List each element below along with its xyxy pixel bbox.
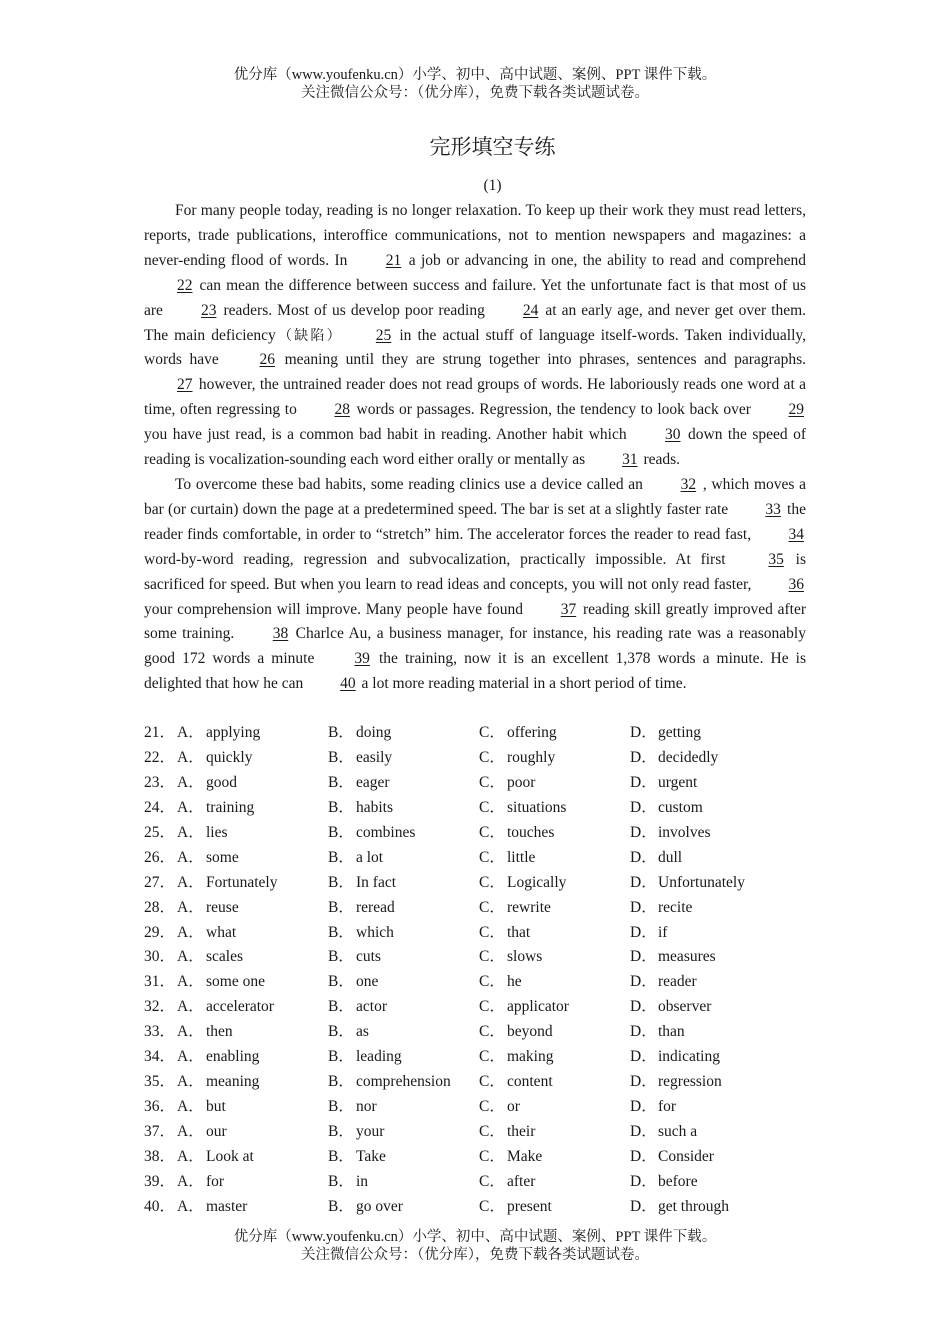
option-a: our (206, 1123, 227, 1140)
blank-22: 22 (177, 276, 193, 294)
option-letter-b: B． (328, 1172, 354, 1190)
option-letter-b: B． (328, 724, 354, 741)
option-a: but (206, 1098, 226, 1116)
option-a: quickly (206, 748, 253, 766)
option-row (144, 921, 844, 946)
question-number: 27． (144, 873, 176, 891)
option-b: one (356, 973, 379, 991)
blank-37: 37 (560, 600, 577, 618)
option-letter-d: D． (630, 923, 657, 941)
question-number: 36． (144, 1098, 176, 1116)
option-a: scales (206, 948, 244, 966)
blank-39: 39 (354, 650, 370, 668)
passage-text: Charlce Au, a business manager, for instance, his reading rate was a reasonably good 172 words a minute (144, 625, 806, 668)
option-letter-b: B． (328, 873, 354, 891)
question-number: 35． (144, 1073, 176, 1091)
option-b: go over (356, 1197, 403, 1215)
option-letter-c: C． (479, 823, 505, 841)
option-d: decidedly (658, 748, 719, 766)
blank-25: 25 (375, 326, 392, 344)
option-letter-d: D． (630, 724, 657, 741)
option-row (144, 771, 844, 796)
blank-33: 33 (765, 500, 781, 518)
passage-text: a job or advancing in one, the ability to read and comprehend (403, 251, 807, 269)
option-letter-b: B． (328, 1073, 354, 1091)
option-letter-d: D． (630, 823, 657, 841)
option-row (144, 721, 844, 746)
option-letter-a: A． (177, 1023, 204, 1041)
option-b: combines (356, 823, 416, 841)
option-row (144, 945, 844, 970)
option-letter-a: A． (177, 1098, 204, 1116)
option-letter-d: D． (630, 973, 657, 991)
option-a: some (206, 848, 239, 866)
option-letter-a: A． (177, 923, 204, 941)
option-letter-c: C． (479, 748, 505, 766)
answer-options (144, 721, 844, 1220)
option-d: regression (658, 1073, 722, 1091)
passage-text: your comprehension will improve. Many people have found (144, 600, 528, 618)
option-letter-c: C． (479, 1023, 505, 1041)
option-b: reread (356, 898, 395, 916)
option-letter-c: C． (479, 724, 505, 741)
passage-text: down the speed of reading is vocalization-sounding each word either orally or mentally as (144, 426, 806, 469)
option-row (144, 746, 844, 771)
page-header (0, 66, 950, 102)
passage-text: is sacrificed for speed. But when you learn to read ideas and concepts, you will not only read faster, (144, 550, 806, 593)
option-row (144, 970, 844, 995)
option-b: doing (356, 724, 392, 741)
option-a: applying (206, 724, 261, 741)
blank-30: 30 (665, 426, 681, 444)
question-number: 40． (144, 1197, 176, 1215)
question-number: 24． (144, 798, 176, 816)
question-number: 25． (144, 823, 176, 841)
question-number: 22． (144, 748, 176, 766)
option-row (144, 1120, 844, 1145)
option-b: eager (356, 773, 390, 791)
option-letter-b: B． (328, 973, 354, 991)
option-letter-b: B． (328, 1197, 354, 1215)
option-letter-b: B． (328, 1123, 354, 1140)
blank-28: 28 (334, 401, 350, 419)
passage-text: words or passages. Regression, the tendency to look back over (351, 401, 756, 419)
question-number: 21． (144, 724, 176, 741)
option-d: Unfortunately (658, 873, 745, 891)
option-b: Take (356, 1147, 386, 1165)
question-number: 38． (144, 1147, 176, 1165)
option-letter-a: A． (177, 724, 204, 741)
option-letter-a: A． (177, 1048, 204, 1066)
option-letter-a: A． (177, 798, 204, 816)
option-letter-b: B． (328, 898, 354, 916)
option-row (144, 821, 844, 846)
passage-text: meaning until they are strung together into phrases, sentences and paragraphs. (276, 351, 807, 369)
option-letter-d: D． (630, 848, 657, 866)
page-footer (0, 1228, 950, 1264)
option-c: after (507, 1172, 536, 1190)
option-c: making (507, 1048, 554, 1066)
blank-32: 32 (680, 475, 697, 493)
section-number: (1) (483, 177, 502, 194)
option-a: master (206, 1197, 248, 1215)
passage-paragraph-1 (144, 199, 806, 473)
option-letter-b: B． (328, 773, 354, 791)
option-a: what (206, 923, 237, 941)
option-letter-d: D． (630, 1197, 657, 1215)
option-a: meaning (206, 1073, 260, 1091)
blank-29: 29 (788, 401, 804, 419)
blank-36: 36 (788, 575, 804, 593)
blank-26: 26 (259, 351, 275, 369)
passage-text: a lot more reading material in a short period of time. (357, 675, 687, 693)
option-c: poor (507, 773, 536, 791)
option-letter-d: D． (630, 1172, 657, 1190)
option-a: for (206, 1172, 225, 1190)
option-letter-b: B． (328, 748, 354, 766)
question-number: 28． (144, 898, 176, 916)
option-letter-c: C． (479, 773, 505, 791)
option-letter-c: C． (479, 873, 505, 891)
option-c: little (507, 848, 536, 866)
option-letter-b: B． (328, 1048, 354, 1066)
option-d: get through (658, 1197, 730, 1215)
option-letter-d: D． (630, 798, 657, 816)
option-row (144, 796, 844, 821)
option-c: slows (507, 948, 543, 966)
blank-24: 24 (522, 301, 539, 319)
passage-paragraph-2 (144, 473, 806, 697)
question-number: 31． (144, 973, 176, 991)
option-b: your (356, 1123, 385, 1140)
passage-text: reads. (639, 451, 681, 469)
option-letter-c: C． (479, 1172, 505, 1190)
option-letter-c: C． (479, 848, 505, 866)
option-letter-d: D． (630, 748, 657, 766)
passage-text: you have just read, is a common bad habit in reading. Another habit which (144, 426, 633, 444)
blank-21: 21 (385, 251, 402, 269)
option-letter-d: D． (630, 773, 657, 791)
option-c: present (507, 1197, 552, 1215)
option-letter-c: C． (479, 1098, 505, 1116)
option-a: reuse (206, 898, 239, 916)
option-d: such a (658, 1123, 698, 1140)
option-b: easily (356, 748, 393, 766)
option-row (144, 871, 844, 896)
option-letter-a: A． (177, 848, 204, 866)
option-letter-c: C． (479, 973, 505, 991)
option-b: actor (356, 998, 387, 1016)
option-letter-a: A． (177, 948, 204, 966)
question-number: 26． (144, 848, 176, 866)
option-a: then (206, 1023, 233, 1041)
option-d: Consider (658, 1147, 714, 1165)
option-row (144, 1070, 844, 1095)
option-letter-d: D． (630, 1023, 657, 1041)
option-b: comprehension (356, 1073, 451, 1091)
option-letter-a: A． (177, 873, 204, 891)
option-b: as (356, 1023, 369, 1041)
option-c: applicator (507, 998, 569, 1016)
option-c: situations (507, 798, 567, 816)
header-line-2: 关注微信公众号：（优分库），免费下载各类试题试卷。 (301, 85, 649, 101)
passage-text: in the actual stuff of language itself-words. Taken individually, words have (144, 326, 807, 369)
option-letter-c: C． (479, 1123, 505, 1140)
option-d: involves (658, 823, 711, 841)
option-letter-c: C． (479, 1197, 505, 1215)
question-number: 32． (144, 998, 176, 1016)
option-letter-b: B． (328, 948, 354, 966)
option-row (144, 995, 844, 1020)
option-c: rewrite (507, 898, 551, 916)
option-d: before (658, 1172, 698, 1190)
option-d: measures (658, 948, 716, 966)
option-c: their (507, 1123, 536, 1140)
option-b: In fact (356, 873, 397, 891)
question-number: 29． (144, 923, 176, 941)
option-c: offering (507, 724, 557, 741)
option-d: getting (658, 724, 702, 741)
option-letter-b: B． (328, 798, 354, 816)
passage-text: however, the untrained reader does not read groups of words. He laboriously reads one word at a time, often regressing to (144, 376, 806, 419)
blank-27: 27 (177, 376, 193, 394)
option-letter-c: C． (479, 1073, 505, 1091)
option-d: custom (658, 798, 703, 816)
option-letter-a: A． (177, 1147, 204, 1165)
option-letter-c: C． (479, 798, 505, 816)
option-d: dull (658, 848, 683, 866)
option-letter-c: C． (479, 998, 505, 1016)
option-letter-c: C． (479, 1147, 505, 1165)
question-number: 37． (144, 1123, 176, 1140)
option-letter-a: A． (177, 823, 204, 841)
option-a: Look at (206, 1147, 254, 1165)
option-c: Logically (507, 873, 567, 891)
option-b: in (356, 1172, 369, 1190)
option-letter-a: A． (177, 748, 204, 766)
option-letter-c: C． (479, 923, 505, 941)
option-letter-b: B． (328, 1098, 354, 1116)
option-letter-b: B． (328, 1147, 354, 1165)
question-number: 33． (144, 1023, 176, 1041)
option-letter-c: C． (479, 898, 505, 916)
option-a: accelerator (206, 998, 274, 1016)
option-letter-b: B． (328, 923, 354, 941)
option-d: for (658, 1098, 677, 1116)
option-c: he (507, 973, 522, 991)
option-d: urgent (658, 773, 698, 791)
option-row (144, 1020, 844, 1045)
option-letter-d: D． (630, 998, 657, 1016)
passage-text: , which moves a bar (or curtain) down the page at a predetermined speed. The bar is set at a slightly faster rate (144, 475, 806, 518)
option-row (144, 1170, 844, 1195)
option-letter-b: B． (328, 998, 354, 1016)
blank-31: 31 (622, 451, 638, 469)
option-b: a lot (356, 848, 384, 866)
chinese-note: （缺陷） (275, 327, 343, 344)
option-letter-d: D． (630, 1048, 657, 1066)
option-b: nor (356, 1098, 377, 1116)
passage-text: the training, now it is an excellent 1,378 words a minute. He is delighted that how he can (144, 650, 806, 693)
option-row (144, 846, 844, 871)
option-c: that (507, 923, 531, 941)
option-letter-d: D． (630, 898, 657, 916)
option-b: habits (356, 798, 394, 816)
blank-35: 35 (768, 550, 784, 568)
option-c: Make (507, 1147, 543, 1165)
option-letter-a: A． (177, 1123, 204, 1140)
option-letter-a: A． (177, 973, 204, 991)
option-d: recite (658, 898, 693, 916)
option-letter-b: B． (328, 1023, 354, 1041)
option-letter-a: A． (177, 773, 204, 791)
passage-text: word-by-word reading, regression and subvocalization, practically impossible. At first (144, 550, 736, 568)
option-a: Fortunately (206, 873, 278, 891)
option-row (144, 896, 844, 921)
passage-text: the reader finds comfortable, in order to “stretch” him. The accelerator forces the reader to read fast, (144, 500, 806, 543)
option-c: content (507, 1073, 553, 1091)
option-b: cuts (356, 948, 381, 966)
option-d: observer (658, 998, 712, 1016)
blank-23: 23 (200, 301, 217, 319)
option-row (144, 1095, 844, 1120)
passage-text: For many people today, reading is no longer relaxation. To keep up their work they must read letters, reports, trade publications, interoffice communications, not to mention newspapers and magazines: a never-ending flood of words. In (144, 202, 806, 269)
option-a: enabling (206, 1048, 260, 1066)
passage-text: readers. Most of us develop poor reading (218, 301, 490, 319)
footer-line-1: 优分库（www.youfenku.cn）小学、初中、高中试题、案例、PPT 课件下载。 (233, 1229, 717, 1245)
option-letter-c: C． (479, 948, 505, 966)
option-b: which (356, 923, 394, 941)
option-row (144, 1195, 844, 1220)
option-c: beyond (507, 1023, 553, 1041)
option-letter-d: D． (630, 1147, 657, 1165)
option-b: leading (356, 1048, 402, 1066)
page-title: 完形填空专练 (429, 135, 556, 159)
question-number: 30． (144, 948, 176, 966)
option-a: training (206, 798, 255, 816)
passage-text: at an early age, and never get over them. The main deficiency (144, 301, 807, 344)
option-letter-a: A． (177, 998, 204, 1016)
header-line-1: 优分库（www.youfenku.cn）小学、初中、高中试题、案例、PPT 课件下载。 (233, 67, 717, 83)
option-letter-a: A． (177, 898, 204, 916)
option-letter-d: D． (630, 1098, 657, 1116)
option-d: than (658, 1023, 685, 1041)
option-letter-a: A． (177, 1073, 204, 1091)
option-c: roughly (507, 748, 556, 766)
option-letter-a: A． (177, 1172, 204, 1190)
option-a: lies (206, 823, 228, 841)
blank-34: 34 (788, 525, 804, 543)
footer-line-2: 关注微信公众号：（优分库），免费下载各类试题试卷。 (301, 1247, 649, 1263)
option-letter-c: C． (479, 1048, 505, 1066)
option-row (144, 1045, 844, 1070)
option-d: if (658, 923, 668, 941)
option-letter-a: A． (177, 1197, 204, 1215)
option-letter-b: B． (328, 848, 354, 866)
option-d: reader (658, 973, 697, 991)
option-c: touches (507, 823, 555, 841)
blank-40: 40 (340, 675, 356, 693)
option-letter-d: D． (630, 948, 657, 966)
option-d: indicating (658, 1048, 720, 1066)
option-c: or (507, 1098, 520, 1116)
passage-text: To overcome these bad habits, some reading clinics use a device called an (175, 475, 648, 493)
blank-38: 38 (272, 625, 289, 643)
option-a: some one (206, 973, 265, 991)
question-number: 39． (144, 1172, 176, 1190)
passage-text: can mean the difference between success and failure. Yet the unfortunate fact is that most of us are (144, 276, 806, 319)
question-number: 34． (144, 1048, 176, 1066)
option-a: good (206, 773, 237, 791)
cloze-passage (144, 199, 806, 697)
option-letter-b: B． (328, 823, 354, 841)
option-letter-d: D． (630, 873, 657, 891)
option-row (144, 1145, 844, 1170)
option-letter-d: D． (630, 1073, 657, 1091)
option-letter-d: D． (630, 1123, 657, 1140)
question-number: 23． (144, 773, 176, 791)
passage-text: reading skill greatly improved after some training. (144, 600, 806, 643)
